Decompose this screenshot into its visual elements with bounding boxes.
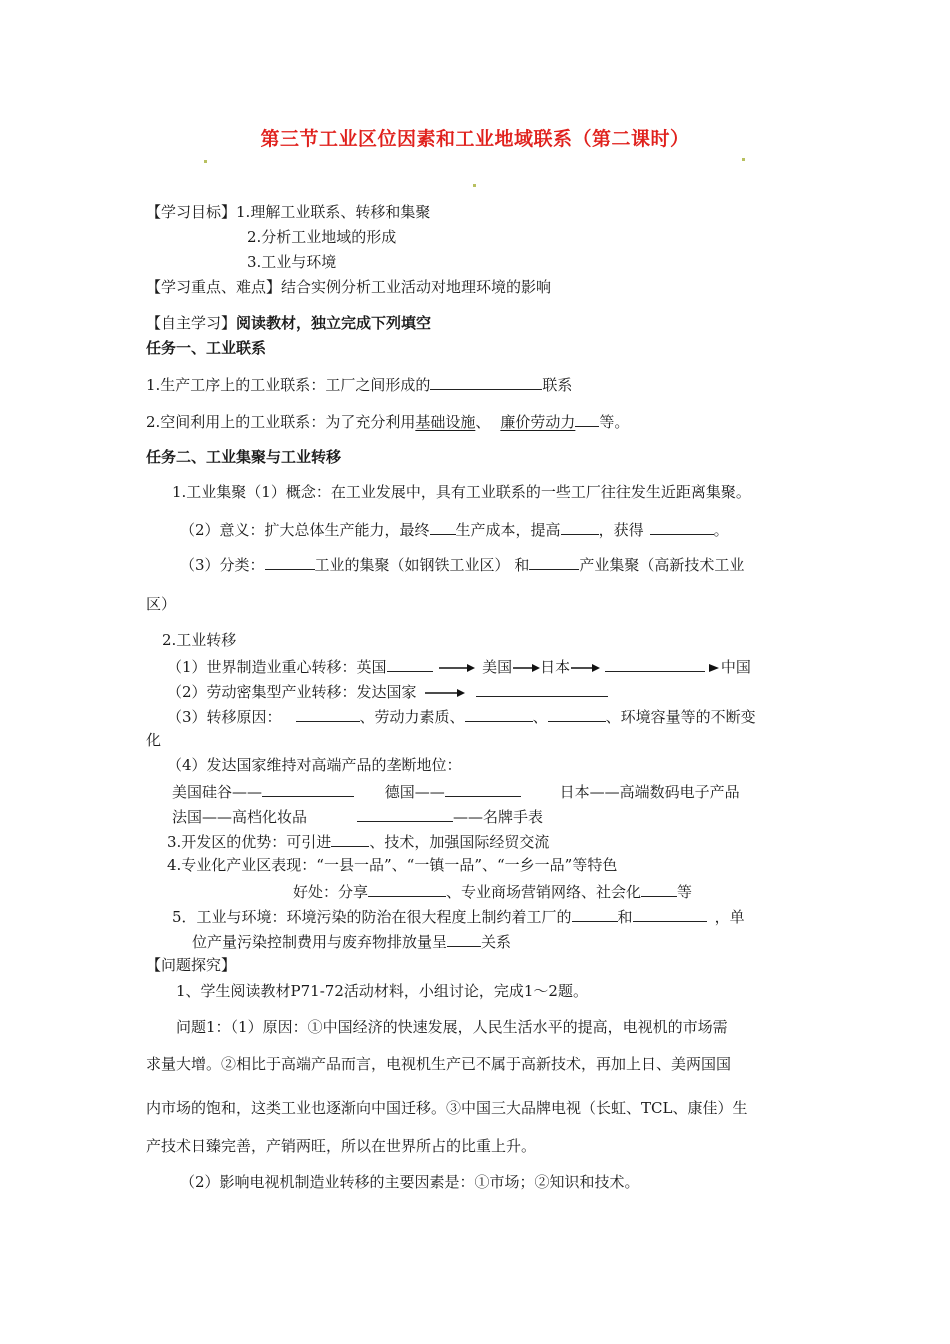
task2-text: 美国	[482, 658, 513, 676]
inquiry-paragraph: 内市场的饱和，这类工业也逐渐向中国迁移。③中国三大品牌电视（长虹、TCL、康佳）生	[146, 1099, 748, 1117]
self-study-text: 阅读教材，独立完成下列填空	[236, 314, 432, 332]
task2-text: 、	[532, 708, 548, 726]
task1-line-2	[146, 410, 629, 432]
task2-text: （3）分类：	[180, 556, 265, 574]
task1-text: 联系	[542, 376, 573, 394]
fill-blank[interactable]	[465, 705, 533, 722]
task2-text: （2）劳动密集型产业转移：发达国家	[167, 683, 417, 701]
task2-text: 5．工业与环境：环境污染的防治在很大程度上制约着工厂的	[172, 908, 572, 926]
task2-text: ，单	[714, 908, 745, 926]
objectives-line-1	[146, 202, 430, 222]
task2-text: 中国	[720, 658, 751, 676]
inquiry-label: 【问题探究】	[146, 956, 237, 974]
fill-blank[interactable]	[262, 780, 354, 797]
decor-dot	[473, 184, 476, 187]
dev-zone-line	[167, 830, 549, 852]
objective-item: 1.理解工业联系、转移和集聚	[236, 203, 431, 221]
task2-text: 、环境容量等的不断变	[605, 708, 756, 726]
answer-cheap-labor: 廉价劳动力	[500, 413, 576, 431]
transfer-world	[167, 655, 751, 677]
task2-text: （2）意义：扩大总体生产能力，最终	[180, 521, 430, 539]
key-points-label: 【学习重点、难点】	[146, 278, 282, 296]
self-study-label: 【自主学习】	[146, 314, 237, 332]
fill-blank[interactable]	[265, 553, 315, 570]
task2-text: 关系	[481, 933, 512, 951]
monopoly-heading: （4）发达国家维持对高端产品的垄断地位：	[167, 756, 462, 774]
transfer-reasons	[167, 705, 756, 727]
task2-text: 等	[677, 883, 693, 901]
fill-blank[interactable]	[445, 780, 521, 797]
task2-text: 、专业商场营销网络、社会化	[446, 883, 642, 901]
objective-item: 3.工业与环境	[247, 253, 337, 271]
fill-blank[interactable]	[548, 705, 606, 722]
page-title: 第三节工业区位因素和工业地域联系（第二课时）	[260, 128, 690, 150]
arrow-right-icon	[512, 662, 540, 674]
fill-blank[interactable]	[368, 880, 446, 897]
task1-heading: 任务一、工业联系	[146, 339, 267, 357]
fill-blank[interactable]	[529, 553, 579, 570]
decor-dot	[204, 160, 207, 163]
task2-text: 好处：分享	[293, 883, 369, 901]
task2-text: （3）转移原因：	[167, 708, 282, 726]
fill-blank[interactable]	[357, 805, 453, 822]
fill-blank[interactable]	[331, 830, 369, 847]
fill-blank[interactable]	[633, 905, 707, 922]
task2-text: ，获得	[598, 521, 644, 539]
fill-blank[interactable]	[641, 880, 677, 897]
transfer-reasons-wrap: 化	[146, 731, 162, 749]
monopoly-row-2	[172, 805, 543, 827]
task2-text: 位产量污染控制费用与废弃物排放量呈	[192, 933, 448, 951]
task2-text: 和	[617, 908, 633, 926]
fill-blank[interactable]	[430, 373, 542, 390]
task2-text: 工业的集聚（如钢铁工业区） 和	[314, 556, 530, 574]
inquiry-paragraph: 产技术日臻完善，产销两旺，所以在世界所占的比重上升。	[146, 1137, 537, 1155]
cluster-types-wrap: 区）	[146, 595, 177, 613]
task2-text: 、技术，加强国际经贸交流	[369, 833, 550, 851]
fill-blank[interactable]	[296, 705, 360, 722]
task2-text: 产业集聚（高新技术工业	[579, 556, 745, 574]
task1-text: 2.空间利用上的工业联系：为了充分利用	[146, 413, 416, 431]
fill-blank[interactable]	[605, 655, 705, 672]
cluster-types	[180, 553, 744, 575]
task2-text: 日本——高端数码电子产品	[559, 783, 740, 801]
cluster-concept: 1.工业集聚（1）概念：在工业发展中，具有工业联系的一些工厂往往发生近距离集聚。	[172, 483, 751, 501]
benefit-line	[293, 880, 692, 902]
arrow-right-icon	[421, 687, 467, 699]
fill-blank[interactable]	[387, 655, 433, 672]
fill-blank[interactable]	[430, 518, 456, 535]
arrow-right-icon	[437, 662, 477, 674]
inquiry-paragraph: 求量大增。②相比于高端产品而言，电视机生产已不属于高新技术，再加上日、美两国国	[146, 1055, 732, 1073]
separator: 、	[475, 413, 491, 431]
task2-text: 美国硅谷——	[172, 783, 263, 801]
task1-text: 等。	[599, 413, 630, 431]
key-points-line	[146, 277, 551, 297]
task2-text: 生产成本，提高	[455, 521, 561, 539]
fill-blank[interactable]	[650, 518, 714, 535]
fill-blank[interactable]	[572, 905, 618, 922]
key-points-text: 结合实例分析工业活动对地理环境的影响	[281, 278, 552, 296]
task2-text: 法国——高档化妆品	[172, 808, 308, 826]
specialized-zone-line: 4.专业化产业区表现：“一县一品”、“一镇一品”、“一乡一品”等特色	[167, 856, 618, 874]
monopoly-row-1	[172, 780, 740, 802]
arrow-right-icon	[570, 662, 600, 674]
fill-blank[interactable]	[447, 930, 481, 947]
transfer-heading: 2.工业转移	[162, 631, 237, 649]
task2-text: 3.开发区的优势：可引进	[167, 833, 332, 851]
fill-blank[interactable]	[476, 680, 608, 697]
task2-text: 。	[713, 521, 729, 539]
objectives-label: 【学习目标】	[146, 203, 237, 221]
inquiry-intro: 1、学生阅读教材P71-72活动材料，小组讨论，完成1～2题。	[176, 982, 588, 1000]
task1-line-1	[146, 373, 572, 395]
environment-line	[172, 905, 745, 927]
self-study-line	[146, 313, 431, 333]
task2-heading: 任务二、工业集聚与工业转移	[146, 448, 342, 466]
task2-text: 德国——	[384, 783, 445, 801]
objective-item: 2.分析工业地域的形成	[247, 228, 397, 246]
task2-text: 、劳动力素质、	[359, 708, 465, 726]
transfer-labor	[167, 680, 608, 702]
environment-line-wrap	[192, 930, 511, 952]
task1-text: 1.生产工序上的工业联系：工厂之间形成的	[146, 376, 431, 394]
arrow-right-icon	[705, 662, 721, 674]
cluster-significance	[180, 518, 729, 540]
task2-text: ——名牌手表	[453, 808, 544, 826]
decor-dot	[742, 158, 745, 161]
task2-text: （1）世界制造业重心转移：英国	[167, 658, 387, 676]
inquiry-paragraph: （2）影响电视机制造业转移的主要因素是：①市场；②知识和技术。	[180, 1173, 640, 1191]
task2-text: 日本	[540, 658, 571, 676]
fill-blank[interactable]	[561, 518, 599, 535]
fill-blank[interactable]	[575, 410, 599, 427]
answer-infrastructure: 基础设施	[415, 413, 476, 431]
inquiry-paragraph: 问题1：（1）原因：①中国经济的快速发展，人民生活水平的提高，电视机的市场需	[176, 1018, 728, 1036]
